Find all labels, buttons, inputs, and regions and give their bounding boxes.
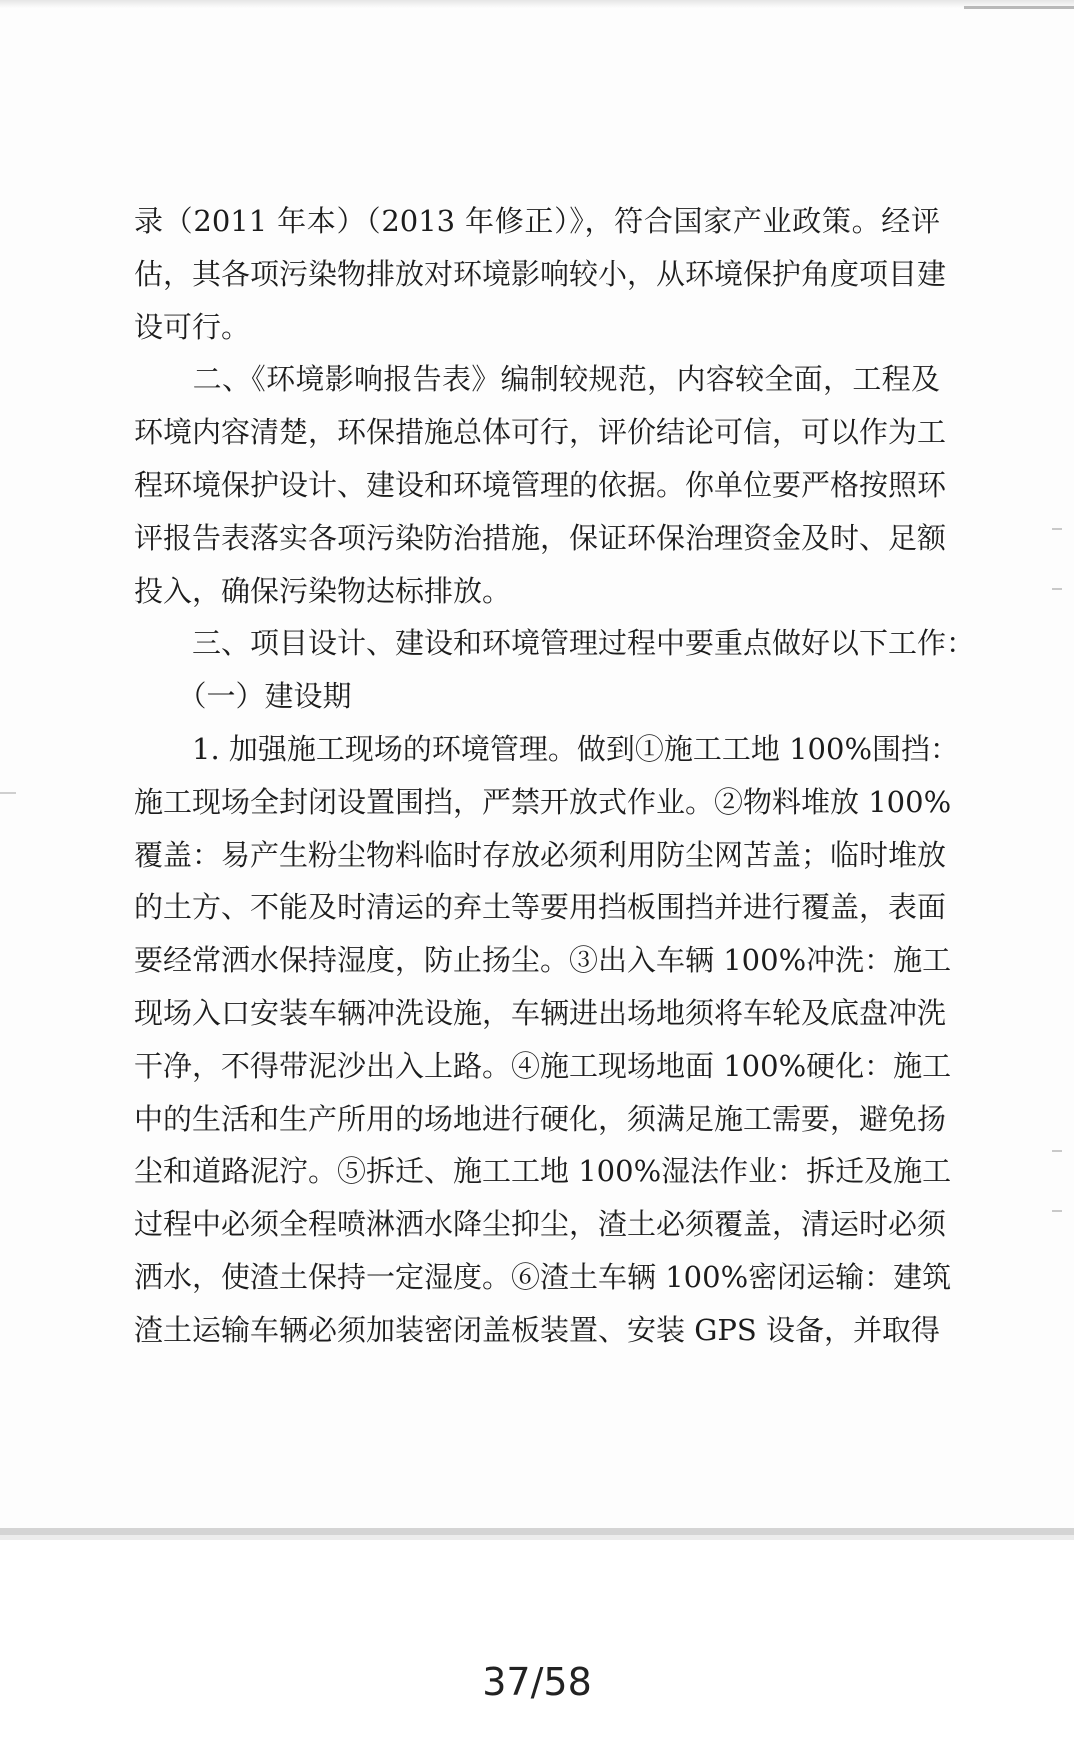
text-line: 渣土运输车辆必须加装密闭盖板装置、安装 GPS 设备，并取得 [134, 1312, 940, 1347]
page-number: 37/58 [482, 1660, 592, 1704]
text-line: 的土方、不能及时清运的弃土等要用挡板围挡并进行覆盖，表面 [134, 890, 947, 925]
scan-mark [964, 6, 1074, 9]
text-line: 1. 加强施工现场的环境管理。做到①施工工地 100%围挡： [134, 731, 960, 766]
page-divider [0, 1528, 1074, 1535]
text-line: 评报告表落实各项污染防治措施，保证环保治理资金及时、足额 [134, 520, 947, 555]
scan-tick [0, 792, 16, 794]
text-line: 估，其各项污染物排放对环境影响较小，从环境保护角度项目建 [134, 256, 947, 291]
text-line: 中的生活和生产所用的场地进行硬化，须满足施工需要，避免扬 [134, 1101, 947, 1136]
text-line: 程环境保护设计、建设和环境管理的依据。你单位要严格按照环 [134, 467, 947, 502]
text-line: 洒水，使渣土保持一定湿度。⑥渣土车辆 100%密闭运输：建筑 [134, 1259, 952, 1294]
text-line: 三、项目设计、建设和环境管理过程中要重点做好以下工作： [134, 626, 976, 661]
text-line: 投入，确保污染物达标排放。 [134, 573, 512, 608]
text-line: 施工现场全封闭设置围挡，严禁开放式作业。②物料堆放 100% [134, 784, 952, 819]
text-line: （一）建设期 [134, 679, 352, 714]
text-line: 现场入口安装车辆冲洗设施，车辆进出场地须将车轮及底盘冲洗 [134, 995, 947, 1030]
text-line: 要经常洒水保持湿度，防止扬尘。③出入车辆 100%冲洗：施工 [134, 943, 952, 978]
scan-tick [1052, 1150, 1062, 1152]
page-divider-shadow [0, 1535, 1074, 1540]
scan-edge [0, 0, 1074, 8]
scan-tick [1052, 588, 1062, 590]
text-line: 环境内容清楚，环保措施总体可行，评价结论可信，可以作为工 [134, 415, 947, 450]
scan-tick [1052, 528, 1062, 530]
text-line: 设可行。 [134, 309, 251, 344]
text-line: 覆盖：易产生粉尘物料临时存放必须利用防尘网苫盖；临时堆放 [134, 837, 947, 872]
text-line: 尘和道路泥泞。⑤拆迁、施工工地 100%湿法作业：拆迁及施工 [134, 1154, 952, 1189]
document-body [134, 195, 976, 1357]
text-line: 录（2011 年本）（2013 年修正）》，符合国家产业政策。经评 [134, 204, 940, 238]
text-line: 二、《环境影响报告表》编制较规范，内容较全面，工程及 [134, 362, 940, 397]
scan-tick [1052, 1210, 1062, 1212]
text-line: 干净，不得带泥沙出入上路。④施工现场地面 100%硬化：施工 [134, 1048, 952, 1083]
text-line: 过程中必须全程喷淋洒水降尘抑尘，渣土必须覆盖，清运时必须 [134, 1207, 947, 1242]
